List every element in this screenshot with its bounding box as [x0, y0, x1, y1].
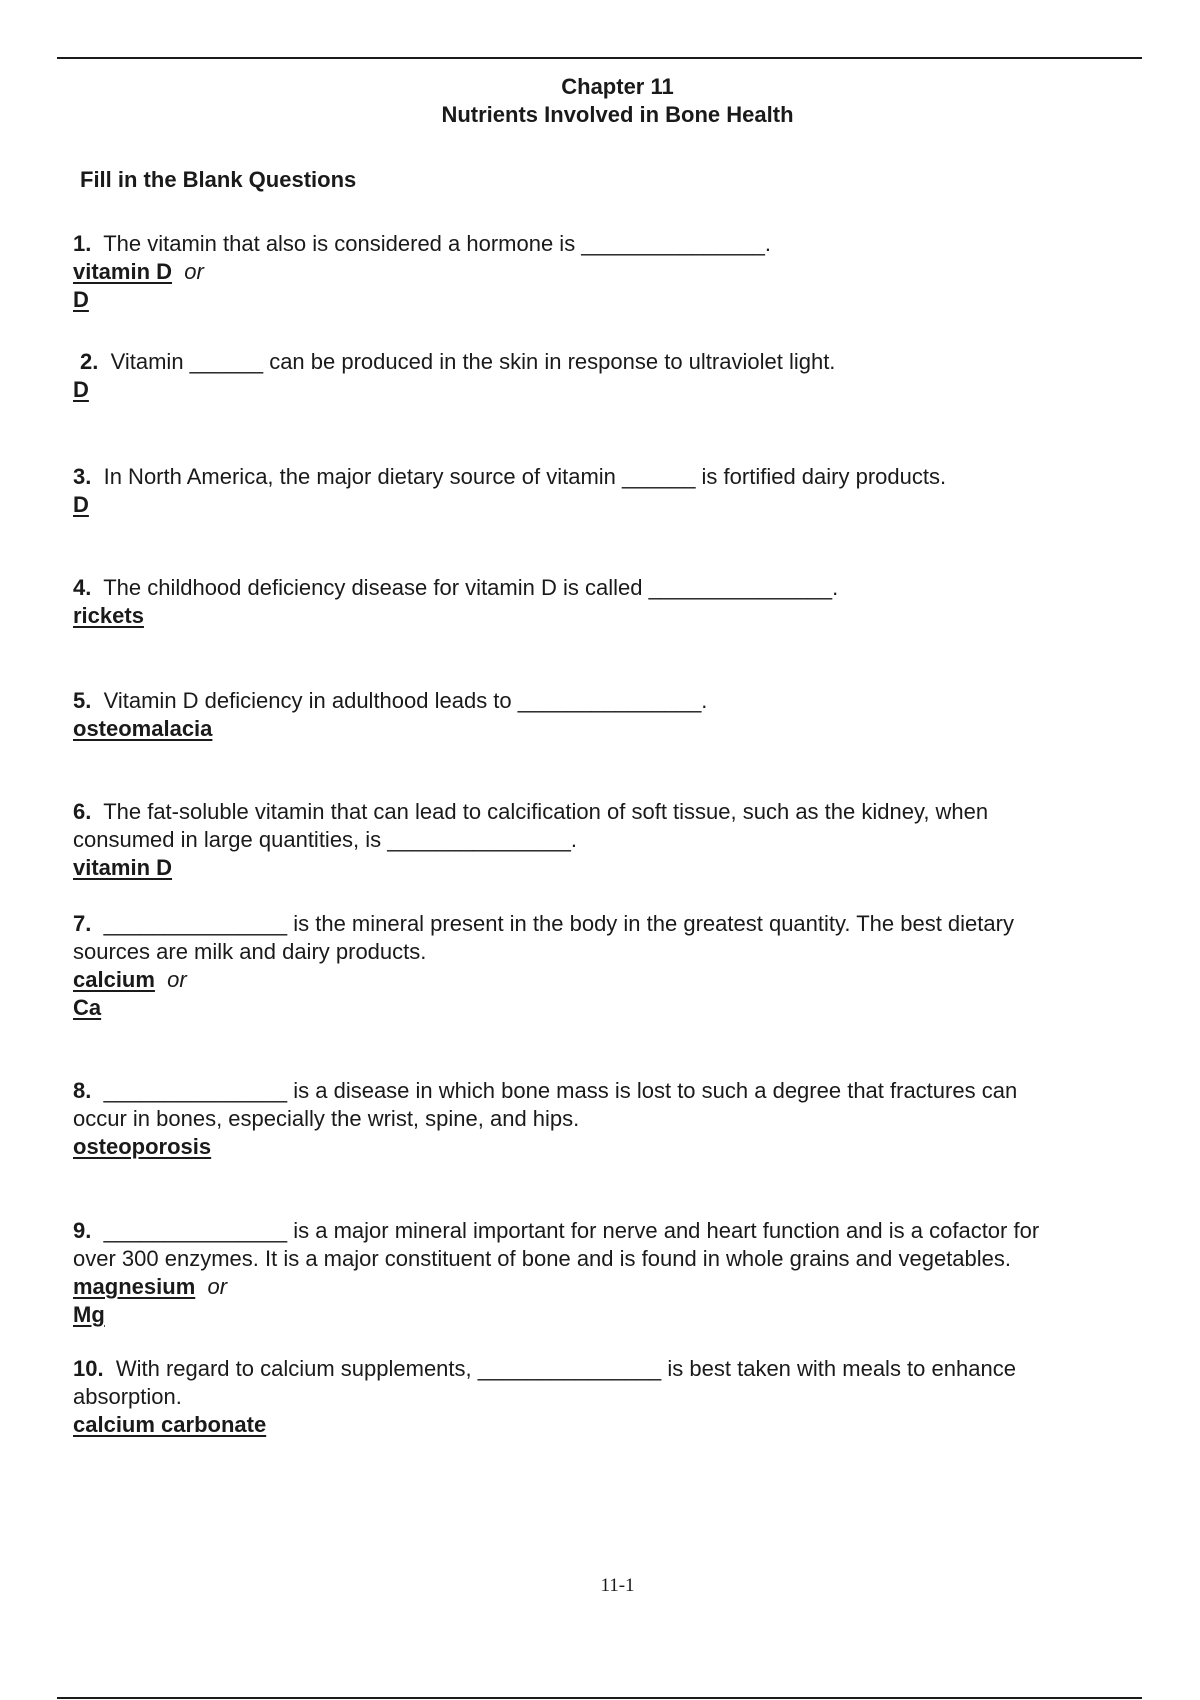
question-text: _______________ is a major mineral important for nerve and heart function and is a cofactor for [103, 1218, 1040, 1243]
question-number: 3. [73, 464, 92, 489]
question-text: Vitamin D deficiency in adulthood leads to _______________. [103, 688, 708, 713]
question-number: 5. [73, 688, 92, 713]
question-5 [73, 687, 1153, 743]
question-text-cont: sources are milk and dairy products. [73, 939, 427, 964]
question-6 [73, 798, 1153, 882]
or-label: or [167, 967, 187, 992]
answer: D [73, 492, 89, 517]
question-number: 10. [73, 1356, 104, 1381]
question-number: 1. [73, 231, 92, 256]
question-text: The vitamin that also is considered a hormone is _______________. [103, 231, 771, 256]
question-text: Vitamin ______ can be produced in the skin in response to ultraviolet light. [110, 349, 836, 374]
answer-alt: Ca [73, 995, 102, 1020]
answer: calcium [73, 967, 155, 992]
question-number: 4. [73, 575, 92, 600]
question-text: The childhood deficiency disease for vitamin D is called _______________. [103, 575, 839, 600]
question-text-cont: consumed in large quantities, is _______________. [73, 827, 577, 852]
question-3 [73, 463, 1153, 519]
or-label: or [184, 259, 204, 284]
question-text-cont: occur in bones, especially the wrist, spine, and hips. [73, 1106, 580, 1131]
answer: rickets [73, 603, 144, 628]
question-text: _______________ is a disease in which bone mass is lost to such a degree that fractures can [103, 1078, 1018, 1103]
question-2-answer [73, 376, 1153, 404]
page-number: 11-1 [600, 1575, 635, 1596]
question-number: 2. [80, 349, 99, 374]
question-text: In North America, the major dietary source of vitamin ______ is fortified dairy products. [103, 464, 947, 489]
answer: calcium carbonate [73, 1412, 267, 1437]
page-title: Nutrients Involved in Bone Health [441, 102, 794, 127]
question-text: The fat-soluble vitamin that can lead to calcification of soft tissue, such as the kidney, when [103, 799, 989, 824]
answer-alt: Mg [73, 1302, 105, 1327]
question-text: _______________ is the mineral present in the body in the greatest quantity. The best dietary [103, 911, 1014, 936]
bottom-rule [57, 1697, 1142, 1699]
question-number: 7. [73, 911, 92, 936]
question-text-cont: absorption. [73, 1384, 182, 1409]
question-9 [73, 1217, 1153, 1329]
question-1 [73, 230, 1153, 314]
answer-alt: D [73, 287, 89, 312]
answer: magnesium [73, 1274, 196, 1299]
question-text: With regard to calcium supplements, _______________ is best taken with meals to enhance [115, 1356, 1016, 1381]
section-heading: Fill in the Blank Questions [80, 167, 357, 192]
question-2 [80, 348, 1160, 376]
question-text-cont: over 300 enzymes. It is a major constituent of bone and is found in whole grains and vegetables. [73, 1246, 1012, 1271]
answer: osteomalacia [73, 716, 213, 741]
question-number: 6. [73, 799, 92, 824]
or-label: or [207, 1274, 228, 1299]
answer: vitamin D [73, 855, 173, 880]
question-10 [73, 1355, 1153, 1439]
top-rule [57, 57, 1142, 59]
answer: vitamin D [73, 259, 173, 284]
question-4 [73, 574, 1153, 630]
question-number: 8. [73, 1078, 92, 1103]
question-7 [73, 910, 1153, 1022]
question-number: 9. [73, 1218, 92, 1243]
answer: osteoporosis [73, 1134, 212, 1159]
answer: D [73, 377, 89, 402]
chapter-label: Chapter 11 [561, 74, 674, 99]
question-8 [73, 1077, 1153, 1161]
